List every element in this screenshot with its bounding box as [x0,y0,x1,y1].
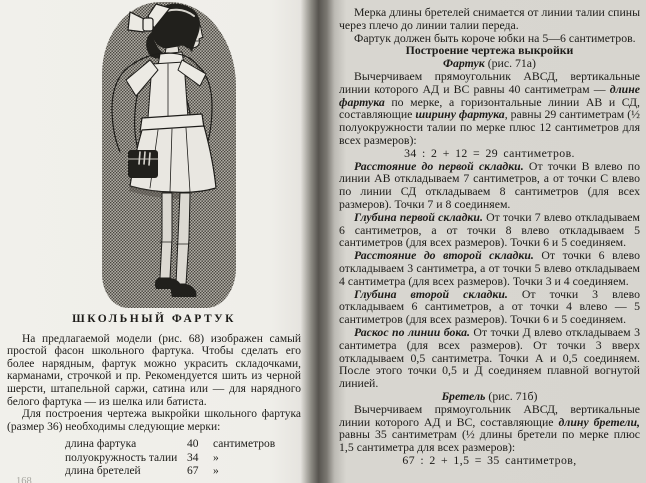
figure-girl-in-school-apron [102,2,236,308]
measurement-unit: » [213,451,219,464]
measurement-value: 34 [187,451,199,464]
strap-construction-paragraph [339,403,640,454]
step-paragraph [339,160,640,211]
apron-subheading-ref: (рис. 71а) [487,56,536,71]
step-text: От точки 6 влево откладываем 3 сантиметра, а от точки 5 влево откладываем 4 сантиметра (для всех размеров). Точки 3 и 4 соединяем. [339,248,640,288]
step-text: От точки 7 влево откладываем 6 сантиметров, а от точки 8 влево откладываем 5 сантиметров (для всех размеров). Точки 6 и 5 соединяем. [339,209,641,250]
article-title: ШКОЛЬНЫЙ ФАРТУК [72,313,236,325]
apron-term-width: ширину фартука [415,107,505,122]
step-text: От точки 3 влево откладываем 6 сантиметров, а от точки 4 влево — 5 сантиметров (для всех размеров). Точки 6 и 5 соединяем. [339,286,641,327]
section-heading: Построение чертежа выкройки [405,43,574,58]
strap-subheading-ref: (рис. 71б) [488,388,538,403]
measurement-unit: » [213,465,219,478]
measurement-unit: сантиметров [213,438,276,451]
strap-subheading-title: Бретель [441,388,486,403]
measurement-label: полуокружность талии [65,451,178,464]
apron-term-length: длине фартука [339,81,640,109]
carryover-paragraph-2: Фартук должен быть короче юбки на 5—6 сантиметров. [354,30,636,45]
left-page-text-column [7,313,301,479]
measurements-intro-paragraph: Для построения чертежа выкройки школьного фартука (размер 36) необходимы следующие мерки: [7,408,301,433]
step-lead: Расстояние до второй складки. [354,248,534,263]
measurement-label: длина фартука [65,438,137,451]
girl-illustration [102,2,236,308]
measurement-label: длина бретелей [65,465,141,478]
school-bag [128,150,158,178]
apron-construction-paragraph [339,70,640,147]
strap-formula: 67 : 2 + 1,5 = 35 сантиметров, [402,452,577,467]
apron-seg: Вычерчиваем прямоугольник АВСД, вертикальные линии которого АД и ВС равны 40 сантиметрам — [339,68,640,96]
step-paragraph [339,326,640,390]
step-paragraph [339,211,640,249]
step-text: От точки Д влево откладываем 3 сантиметра (для всех размеров). От точки 3 вверх откладываем 0,5 сантиметра. Точки А и 0,5 соединяем. После этого точки 0,5 и Д соединяем плавной вогнутой линией. [339,324,640,391]
right-page-text-column [339,6,640,467]
apron-seg: по мерке, а горизонтальные линии АВ и СД, составляющие [339,94,640,122]
step-lead: Раскос по линии бока. [354,324,470,339]
step-lead: Глубина первой складки. [354,209,483,224]
step-paragraph [339,288,640,326]
strap-term-length: длину бретели, [558,414,640,429]
step-paragraph [339,249,640,287]
carryover-paragraph-1: Мерка длины бретелей снимается от линии талии спины через плечо до линии талии переда. [339,5,640,32]
measurement-value: 67 [187,465,199,478]
strap-seg: равны 35 сантиметрам (½ длины бретели по мерке плюс 1,5 сантиметра для всех размеров): [339,427,640,455]
apron-subheading-title: Фартук [443,56,485,71]
step-lead: Расстояние до первой складки. [354,158,524,173]
apron-formula: 34 : 2 + 12 = 29 сантиметров. [404,145,575,160]
intro-paragraph: На предлагаемой модели (рис. 68) изображен самый простой фасон школьного фартука. Чтобы сделать его более нарядным, фартук можно украсить складочками, карманами, строчкой и пр. Рекомендуется шить из черной шерсти, штапельной саржи, сатина или — для нарядного белого фартука — из шелка или батиста. [7,332,301,408]
girl-shoes [155,278,197,297]
measurements-table [65,438,301,478]
strap-seg: Вычерчиваем прямоугольник АВСД, вертикальные линии которого АД и ВС, составляющие [339,401,640,429]
step-lead: Глубина второй складки. [354,286,508,301]
apron-bib [126,60,206,118]
girl-legs [160,193,190,284]
page-number: 168 [16,476,32,483]
step-text: От точки В влево по линии АВ откладываем 7 сантиметров, а от точки С влево по линии СД откладываем 8 сантиметров (для всех размеров). Точки 7 и 8 соединяем. [339,158,640,211]
apron-seg: , равны 29 сантиметрам (½ полуокружности талии по мерке плюс 12 сантиметров для всех размеров): [339,107,640,147]
measurement-value: 40 [187,438,199,451]
